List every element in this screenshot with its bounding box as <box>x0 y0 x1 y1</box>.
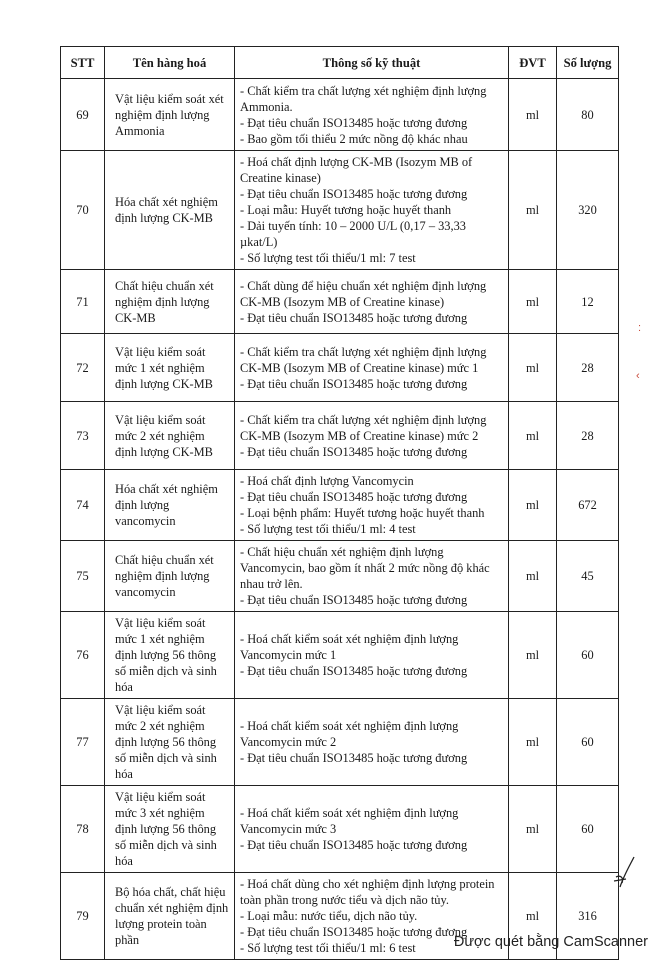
row-item-name: Hóa chất xét nghiệm định lượng vancomycin <box>105 470 235 541</box>
table-row <box>61 79 619 151</box>
spec-line: - Đạt tiêu chuẩn ISO13485 hoặc tương đương <box>240 751 468 765</box>
spec-line: - Chất dùng để hiệu chuẩn xét nghiệm định lượng CK-MB (Isozym MB of Creatine kinase) <box>240 278 487 309</box>
row-specification <box>235 402 509 470</box>
spec-line: - Loại bệnh phẩm: Huyết tương hoặc huyết thanh <box>240 506 485 520</box>
table-row <box>61 151 619 270</box>
row-stt: 73 <box>61 402 105 470</box>
margin-mark: ‹ <box>636 370 640 382</box>
spec-line: - Đạt tiêu chuẩn ISO13485 hoặc tương đương <box>240 593 468 607</box>
spec-line: - Hoá chất dùng cho xét nghiệm định lượng protein toàn phần trong nước tiểu và dịch não tủy. <box>240 877 495 907</box>
row-item-name: Vật liệu kiểm soát mức 2 xét nghiệm định lượng 56 thông số miễn dịch và sinh hóa <box>105 699 235 786</box>
row-unit: ml <box>509 151 557 270</box>
spec-line: - Hoá chất kiểm soát xét nghiệm định lượng Vancomycin mức 1 <box>240 632 459 662</box>
header-name: Tên hàng hoá <box>105 47 235 79</box>
spec-line: - Số lượng test tối thiểu/1 ml: 6 test <box>240 941 416 955</box>
row-unit: ml <box>509 786 557 873</box>
spec-line: - Hoá chất định lượng Vancomycin <box>240 474 414 488</box>
table-row <box>61 699 619 786</box>
spec-line: - Đạt tiêu chuẩn ISO13485 hoặc tương đương <box>240 664 468 678</box>
table-row <box>61 612 619 699</box>
row-stt: 70 <box>61 151 105 270</box>
table-row <box>61 334 619 402</box>
row-specification <box>235 151 509 270</box>
row-unit: ml <box>509 470 557 541</box>
row-item-name: Vật liệu kiểm soát mức 1 xét nghiệm định lượng 56 thông số miễn dịch và sinh hóa <box>105 612 235 699</box>
scanner-footer: Được quét bằng CamScanner <box>453 934 648 950</box>
row-item-name: Hóa chất xét nghiệm định lượng CK-MB <box>105 151 235 270</box>
row-quantity: 672 <box>557 470 619 541</box>
table-row <box>61 402 619 470</box>
row-stt: 78 <box>61 786 105 873</box>
spec-line: - Dải tuyến tính: 10 – 2000 U/L (0,17 – 33,33 µkat/L) <box>240 219 466 249</box>
row-stt: 74 <box>61 470 105 541</box>
specification-table <box>60 46 619 960</box>
row-quantity: 80 <box>557 79 619 151</box>
row-unit: ml <box>509 402 557 470</box>
row-specification <box>235 786 509 873</box>
row-specification <box>235 612 509 699</box>
row-unit: ml <box>509 612 557 699</box>
spec-line: - Đạt tiêu chuẩn ISO13485 hoặc tương đương <box>240 444 468 459</box>
spec-line: - Chất kiểm tra chất lượng xét nghiệm định lượng CK-MB (Isozym MB of Creatine kinase) mức 2 <box>240 412 487 443</box>
spec-line: - Hoá chất định lượng CK-MB (Isozym MB of Creatine kinase) <box>240 155 473 185</box>
row-specification <box>235 470 509 541</box>
spec-line: - Đạt tiêu chuẩn ISO13485 hoặc tương đương <box>240 115 468 130</box>
spec-line: - Đạt tiêu chuẩn ISO13485 hoặc tương đương <box>240 838 468 852</box>
row-unit: ml <box>509 873 557 960</box>
row-specification <box>235 699 509 786</box>
row-stt: 69 <box>61 79 105 151</box>
spec-line: - Đạt tiêu chuẩn ISO13485 hoặc tương đương <box>240 925 468 939</box>
row-quantity: 45 <box>557 541 619 612</box>
spec-line: - Đạt tiêu chuẩn ISO13485 hoặc tương đương <box>240 187 468 201</box>
spec-line: - Đạt tiêu chuẩn ISO13485 hoặc tương đương <box>240 376 468 391</box>
spec-line: - Đạt tiêu chuẩn ISO13485 hoặc tương đương <box>240 490 468 504</box>
row-quantity: 60 <box>557 612 619 699</box>
spec-line: - Chất kiểm tra chất lượng xét nghiệm định lượng CK-MB (Isozym MB of Creatine kinase) mức 1 <box>240 344 487 375</box>
row-quantity: 28 <box>557 334 619 402</box>
header-stt: STT <box>61 47 105 79</box>
spec-line: - Số lượng test tối thiểu/1 ml: 4 test <box>240 522 416 536</box>
header-unit: ĐVT <box>509 47 557 79</box>
row-specification <box>235 541 509 612</box>
margin-mark: : <box>638 322 642 334</box>
row-stt: 76 <box>61 612 105 699</box>
spec-line: - Bao gồm tối thiểu 2 mức nồng độ khác nhau <box>240 131 468 146</box>
signature-mark-icon <box>612 855 638 891</box>
row-specification <box>235 270 509 334</box>
table-row <box>61 270 619 334</box>
spec-line: - Đạt tiêu chuẩn ISO13485 hoặc tương đương <box>240 310 468 325</box>
row-quantity: 60 <box>557 786 619 873</box>
table-body <box>61 79 619 960</box>
spec-line: - Chất hiệu chuẩn xét nghiệm định lượng Vancomycin, bao gồm ít nhất 2 mức nồng độ khác nhau trở lên. <box>240 545 490 591</box>
spec-line: - Số lượng test tối thiểu/1 ml: 7 test <box>240 251 416 265</box>
row-stt: 71 <box>61 270 105 334</box>
row-unit: ml <box>509 270 557 334</box>
row-quantity: 28 <box>557 402 619 470</box>
row-item-name: Chất hiệu chuẩn xét nghiệm định lượng CK-MB <box>105 270 235 334</box>
row-item-name: Bộ hóa chất, chất hiệu chuẩn xét nghiệm định lượng protein toàn phần <box>105 873 235 960</box>
row-stt: 75 <box>61 541 105 612</box>
row-specification <box>235 79 509 151</box>
row-quantity: 320 <box>557 151 619 270</box>
row-item-name: Vật liệu kiểm soát mức 2 xét nghiệm định lượng CK-MB <box>105 402 235 470</box>
spec-line: - Hoá chất kiểm soát xét nghiệm định lượng Vancomycin mức 2 <box>240 719 459 749</box>
header-spec: Thông số kỹ thuật <box>235 47 509 79</box>
row-item-name: Chất hiệu chuẩn xét nghiệm định lượng vancomycin <box>105 541 235 612</box>
row-specification <box>235 334 509 402</box>
row-item-name: Vật liệu kiểm soát mức 1 xét nghiệm định lượng CK-MB <box>105 334 235 402</box>
row-item-name: Vật liệu kiểm soát xét nghiệm định lượng Ammonia <box>105 79 235 151</box>
table-row <box>61 786 619 873</box>
table-header-row <box>61 47 619 79</box>
spec-line: - Hoá chất kiểm soát xét nghiệm định lượng Vancomycin mức 3 <box>240 806 459 836</box>
spec-line: - Loại mẫu: Huyết tương hoặc huyết thanh <box>240 203 452 217</box>
row-stt: 77 <box>61 699 105 786</box>
row-quantity: 316 <box>557 873 619 960</box>
row-item-name: Vật liệu kiểm soát mức 3 xét nghiệm định lượng 56 thông số miễn dịch và sinh hóa <box>105 786 235 873</box>
table-row <box>61 470 619 541</box>
row-unit: ml <box>509 699 557 786</box>
row-unit: ml <box>509 541 557 612</box>
row-quantity: 12 <box>557 270 619 334</box>
spec-line: - Chất kiểm tra chất lượng xét nghiệm định lượng Ammonia. <box>240 83 487 114</box>
row-quantity: 60 <box>557 699 619 786</box>
row-stt: 72 <box>61 334 105 402</box>
row-stt: 79 <box>61 873 105 960</box>
header-qty: Số lượng <box>557 47 619 79</box>
spec-line: - Loại mẫu: nước tiểu, dịch não tủy. <box>240 909 418 923</box>
row-unit: ml <box>509 79 557 151</box>
row-unit: ml <box>509 334 557 402</box>
table-row <box>61 541 619 612</box>
